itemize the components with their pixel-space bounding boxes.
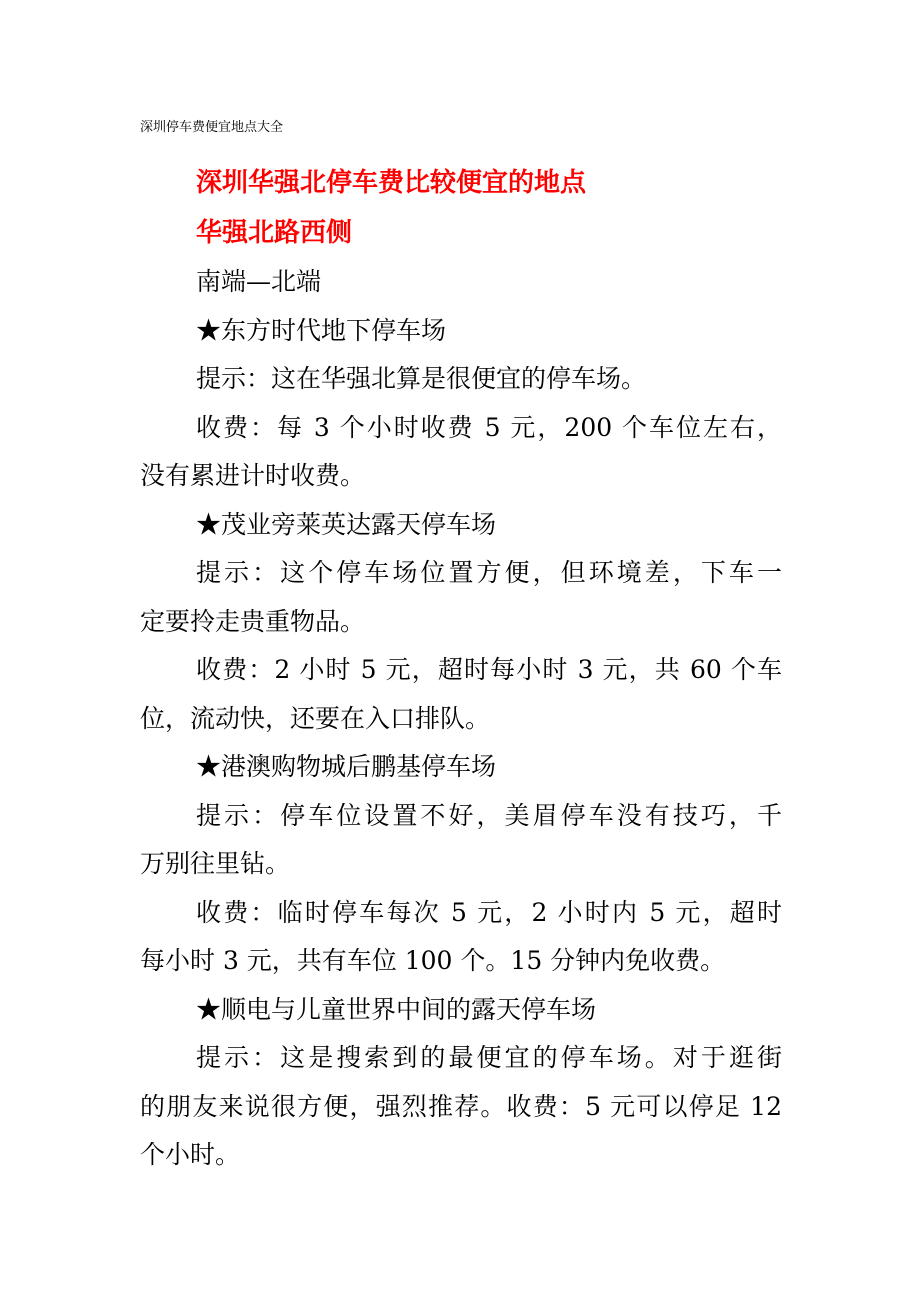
paragraph bbox=[140, 258, 782, 307]
paragraph-line: 提示：这个停车场位置方便，但环境差，下车一 bbox=[196, 558, 782, 587]
paragraph bbox=[140, 549, 782, 646]
paragraph bbox=[140, 889, 782, 986]
paragraph-list bbox=[140, 258, 782, 1180]
paragraph bbox=[140, 307, 782, 356]
paragraph-line: ★东方时代地下停车场 bbox=[196, 315, 447, 345]
paragraph-line: ★港澳购物城后鹏基停车场 bbox=[196, 752, 497, 781]
document-title: 深圳华强北停车费比较便宜的地点 bbox=[196, 168, 587, 198]
paragraph-line: 万别往里钻。 bbox=[140, 849, 291, 878]
paragraph-line: 个小时。 bbox=[140, 1140, 241, 1169]
paragraph-line: 收费：临时停车每次 5 元，2 小时内 5 元，超时 bbox=[196, 897, 782, 927]
paragraph-line: 位，流动快，还要在入口排队。 bbox=[140, 703, 491, 733]
paragraph bbox=[140, 743, 782, 792]
paragraph bbox=[140, 646, 782, 743]
paragraph-line: 提示：这是搜索到的最便宜的停车场。对于逛街 bbox=[196, 1043, 782, 1072]
paragraph-line: 没有累进计时收费。 bbox=[140, 461, 366, 490]
paragraph-line: 收费：2 小时 5 元，超时每小时 3 元，共 60 个车 bbox=[196, 655, 782, 684]
paragraph-line: 的朋友来说很方便，强烈推荐。收费：5 元可以停足 12 bbox=[140, 1091, 782, 1121]
paragraph-line: 南端—北端 bbox=[196, 267, 322, 296]
paragraph bbox=[140, 355, 782, 404]
section-title: 华强北路西侧 bbox=[196, 218, 353, 248]
paragraph-line: 提示：停车位设置不好，美眉停车没有技巧，千 bbox=[196, 800, 782, 830]
running-header: 深圳停车费便宜地点大全 bbox=[140, 120, 284, 135]
paragraph-line: 每小时 3 元，共有车位 100 个。15 分钟内免收费。 bbox=[140, 946, 726, 975]
document-body bbox=[140, 158, 782, 1180]
paragraph-line: 收费：每 3 个小时收费 5 元，200 个车位左右， bbox=[196, 412, 782, 442]
paragraph-line: ★茂业旁莱英达露天停车场 bbox=[196, 509, 497, 539]
paragraph bbox=[140, 404, 782, 501]
paragraph-line: 定要拎走贵重物品。 bbox=[140, 606, 366, 636]
paragraph bbox=[140, 1034, 782, 1180]
paragraph bbox=[140, 986, 782, 1035]
paragraph-line: ★顺电与儿童世界中间的露天停车场 bbox=[196, 994, 597, 1024]
paragraph bbox=[140, 501, 782, 550]
paragraph-line: 提示：这在华强北算是很便宜的停车场。 bbox=[196, 364, 647, 393]
paragraph bbox=[140, 792, 782, 889]
